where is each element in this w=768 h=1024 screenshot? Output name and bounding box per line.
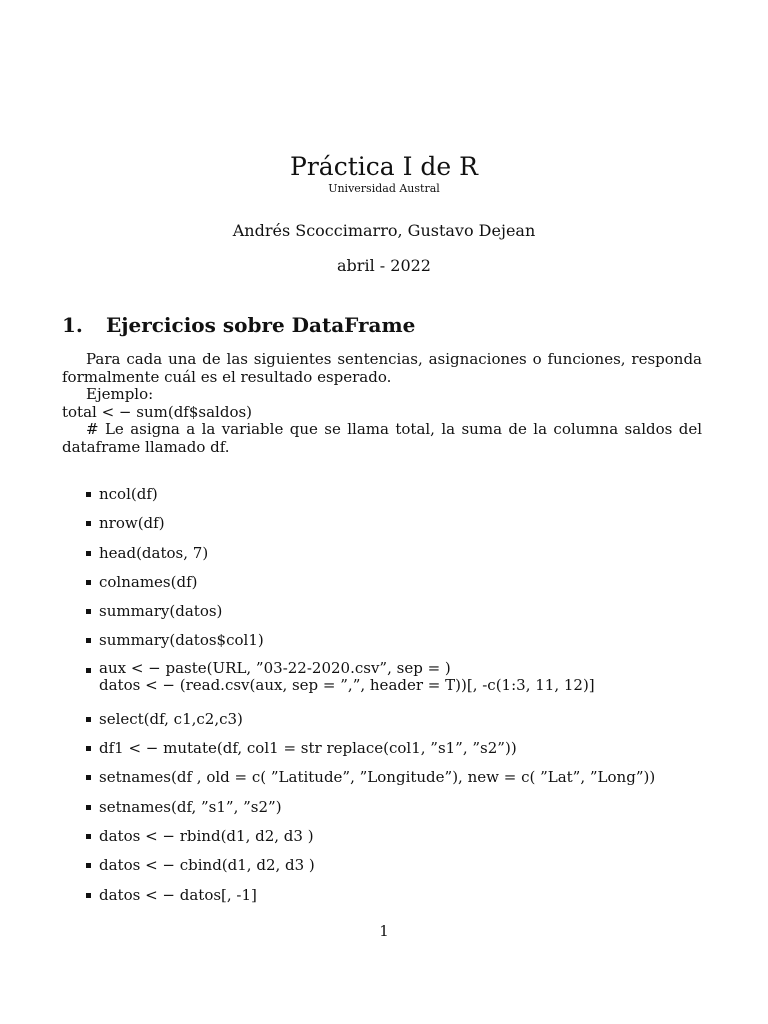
section-heading	[62, 313, 415, 337]
list-item-text: df1 < − mutate(df, col1 = str replace(col1, ”s1”, ”s2”))	[99, 739, 517, 758]
list-item	[86, 543, 706, 572]
paragraph-example-comment: # Le asigna a la variable que se llama total, la suma de la columna saldos del dataframe llamado df.	[62, 420, 702, 456]
list-item	[86, 826, 706, 855]
list-item	[86, 797, 706, 826]
list-item	[86, 601, 706, 630]
page-number: 1	[379, 922, 389, 940]
section-body	[62, 351, 702, 456]
list-item-text: aux < − paste(URL, ”03-22-2020.csv”, sep = )	[99, 658, 451, 677]
list-item-text: setnames(df, ”s1”, ”s2”)	[99, 797, 282, 816]
list-item-text: datos < − datos[, -1]	[99, 885, 257, 904]
list-item-text: datos < − (read.csv(aux, sep = ”,”, header = T))[, -c(1:3, 11, 12)]	[99, 676, 595, 695]
title-block	[0, 152, 768, 195]
document-title: Práctica I de R	[290, 152, 478, 181]
section-number: 1.	[62, 313, 83, 337]
list-item	[86, 513, 706, 542]
list-item	[86, 572, 706, 601]
list-item	[86, 738, 706, 767]
document-authors: Andrés Scoccimarro, Gustavo Dejean	[232, 221, 536, 240]
list-item-text: ncol(df)	[99, 485, 158, 503]
list-item-text: setnames(df , old = c( ”Latitude”, ”Longitude”), new = c( ”Lat”, ”Long”))	[99, 768, 656, 787]
list-item	[86, 855, 706, 884]
paragraph-example-label: Ejemplo:	[86, 385, 154, 403]
list-item-text: select(df, c1,c2,c3)	[99, 709, 243, 728]
paragraph-example-code: total < − sum(df$saldos)	[62, 402, 253, 421]
list-item-text: datos < − rbind(d1, d2, d3 )	[99, 826, 314, 845]
list-item-text: colnames(df)	[99, 572, 198, 591]
list-item-text: datos < − cbind(d1, d2, d3 )	[99, 856, 315, 875]
list-item-text: summary(datos)	[99, 602, 223, 621]
paragraph-instructions: Para cada una de las siguientes sentencias, asignaciones o funciones, responda formalmente cuál es el resultado esperado.	[62, 350, 702, 386]
list-item-text: summary(datos$col1)	[99, 631, 264, 650]
list-item	[86, 885, 706, 914]
document-subtitle: Universidad Austral	[328, 182, 440, 195]
list-item	[86, 660, 706, 709]
exercise-list	[86, 484, 706, 914]
document-date: abril - 2022	[337, 256, 431, 275]
section-title: Ejercicios sobre DataFrame	[106, 313, 416, 337]
list-item-text: head(datos, 7)	[99, 543, 209, 562]
list-item	[86, 767, 706, 796]
list-item-text: nrow(df)	[99, 514, 165, 533]
list-item	[86, 630, 706, 659]
list-item	[86, 484, 706, 513]
list-item	[86, 709, 706, 738]
